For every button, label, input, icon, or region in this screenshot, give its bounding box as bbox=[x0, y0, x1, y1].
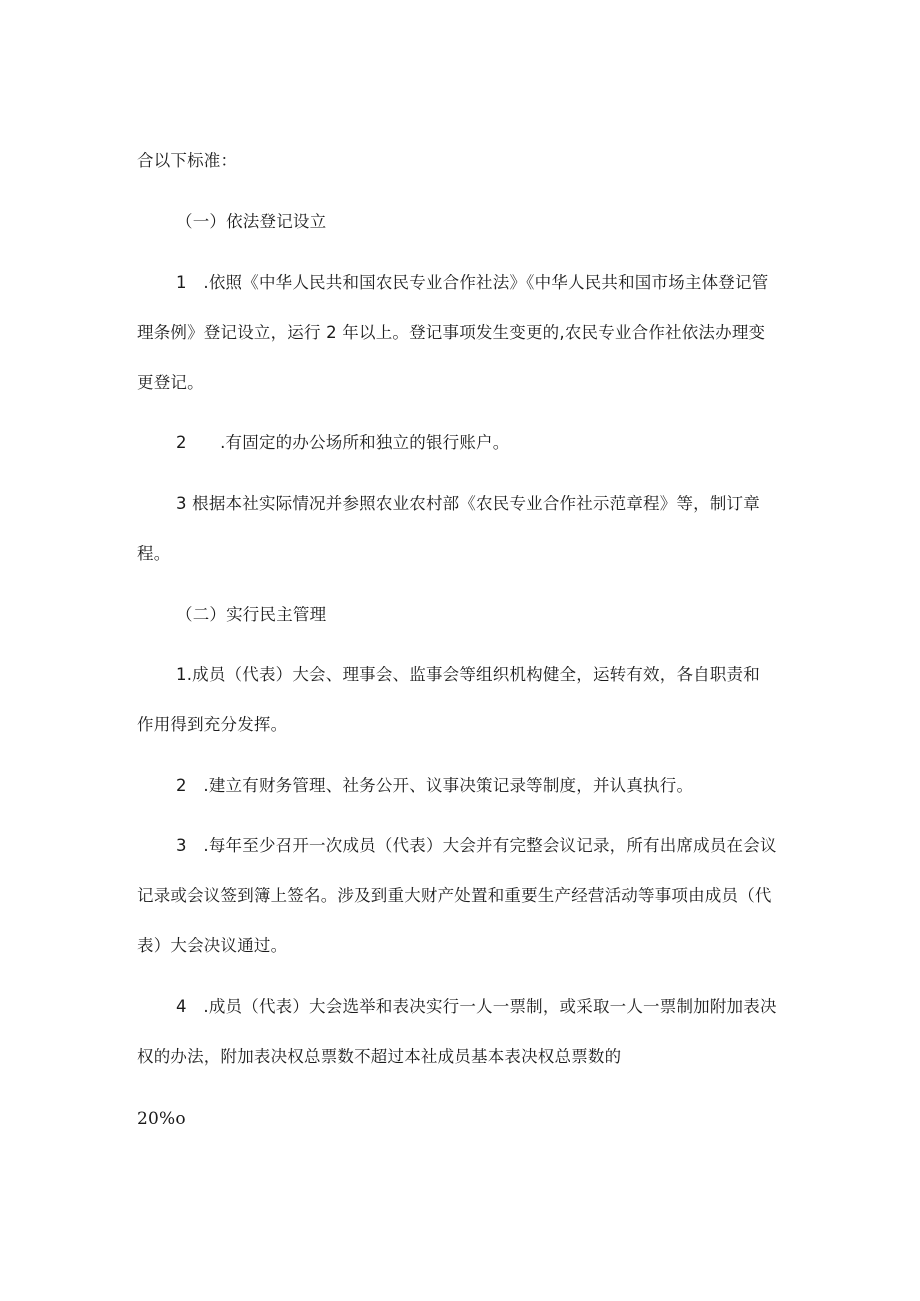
item-1-1-line-1: 1 .依照《中华人民共和国农民专业合作社法》《中华人民共和国市场主体登记管 bbox=[176, 273, 769, 292]
item-2-3-line-1: 3 .每年至少召开一次成员（代表）大会并有完整会议记录，所有出席成员在会议 bbox=[176, 836, 777, 855]
item-2-4-line-3: 20%o bbox=[137, 1109, 186, 1129]
item-2-4-line-2: 权的办法，附加表决权总票数不超过本社成员基本表决权总票数的 bbox=[137, 1047, 622, 1066]
item-1-3-line-2: 程。 bbox=[137, 544, 171, 563]
item-2-2-line-1: 2 .建立有财务管理、社务公开、议事决策记录等制度，并认真执行。 bbox=[176, 776, 694, 795]
item-1-1-line-3: 更登记。 bbox=[137, 373, 204, 392]
item-2-1-line-2: 作用得到充分发挥。 bbox=[137, 715, 288, 734]
intro-line: 合以下标准： bbox=[137, 151, 238, 170]
item-1-2-line-1: 2 .有固定的办公场所和独立的银行账户。 bbox=[176, 433, 510, 452]
item-2-3-line-2: 记录或会议签到簿上签名。涉及到重大财产处置和重要生产经营活动等事项由成员（代 bbox=[137, 886, 772, 905]
section-heading-1: （一）依法登记设立 bbox=[176, 212, 327, 231]
item-1-3-line-1: 3 根据本社实际情况并参照农业农村部《农民专业合作社示范章程》等，制订章 bbox=[176, 494, 760, 513]
item-2-1-line-1: 1.成员（代表）大会、理事会、监事会等组织机构健全，运转有效，各自职责和 bbox=[176, 665, 760, 684]
item-1-1-line-2: 理条例》登记设立，运行 2 年以上。登记事项发生变更的,农民专业合作社依法办理变 bbox=[137, 323, 766, 342]
section-heading-2: （二）实行民主管理 bbox=[176, 605, 327, 624]
item-2-3-line-3: 表）大会决议通过。 bbox=[137, 936, 288, 955]
item-2-4-line-1: 4 .成员（代表）大会选举和表决实行一人一票制，或采取一人一票制加附加表决 bbox=[176, 997, 777, 1016]
